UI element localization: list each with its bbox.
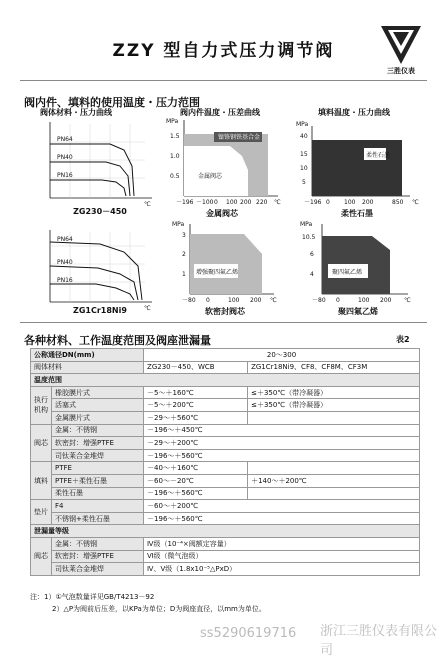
svg-text:MPa: MPa: [300, 221, 313, 228]
svg-text:－196: －196: [304, 199, 322, 206]
svg-text:2: 2: [182, 251, 186, 258]
c3-region-metal: 金属阀芯: [198, 173, 223, 180]
svg-text:聚四氟乙烯: 聚四氟乙烯: [332, 269, 363, 276]
svg-text:－80: －80: [182, 297, 196, 304]
svg-text:40: 40: [300, 133, 308, 140]
svg-text:℃: ℃: [412, 199, 419, 206]
chart2-caption: ZG1Cr18Ni9: [73, 306, 127, 315]
svg-text:850: 850: [392, 199, 404, 206]
c1-label-pn64: PN64: [57, 136, 73, 143]
chart-packing-graphite: [292, 118, 422, 208]
chart3-caption: 金属阀芯: [206, 209, 238, 218]
chart5-title: 填料温度・压力曲线: [318, 108, 390, 117]
svg-text:10: 10: [300, 165, 308, 172]
table-label: 表2: [396, 335, 410, 344]
note-1: 注：1）①气泡数量详见GB/T4213－92: [30, 593, 155, 601]
svg-text:－80: －80: [312, 297, 326, 304]
svg-text:增强聚四氟乙烯: 增强聚四氟乙烯: [196, 269, 239, 276]
c1-label-pn40: PN40: [57, 154, 73, 161]
svg-text:1.5: 1.5: [170, 133, 180, 140]
svg-text:5: 5: [302, 179, 306, 186]
svg-text:PN16: PN16: [57, 277, 73, 284]
svg-text:10.5: 10.5: [302, 234, 316, 241]
svg-text:PN64: PN64: [57, 236, 73, 243]
chart4-caption: 软密封阀芯: [205, 307, 245, 316]
svg-text:0: 0: [206, 297, 210, 304]
company-logo: [376, 24, 426, 68]
c3-region-alloy: 镍铬钢铁基合金: [218, 134, 261, 141]
svg-text:100: 100: [226, 199, 238, 206]
svg-text:200: 200: [250, 297, 262, 304]
chart-valve-internal-metal: [162, 118, 282, 208]
svg-text:200: 200: [380, 297, 392, 304]
chart-ptfe: [298, 220, 418, 306]
svg-text:1.0: 1.0: [170, 153, 180, 160]
c1-label-pn16: PN16: [57, 172, 73, 179]
section-heading-materials: 各种材料、工作温度范围及阀座泄漏量: [24, 334, 211, 347]
leakage-header: 泄漏量等级: [31, 525, 420, 538]
svg-text:3: 3: [182, 232, 186, 239]
chart-soft-seal: [170, 220, 280, 306]
svg-text:15: 15: [300, 151, 308, 158]
svg-text:℃: ℃: [144, 305, 151, 312]
logo-caption: 三胜仪表: [387, 67, 415, 75]
c3-y-unit: MPa: [166, 118, 179, 125]
dn-value: 20～300: [144, 349, 420, 362]
svg-text:PN40: PN40: [57, 259, 73, 266]
watermark: 浙江三胜仪表有限公司: [320, 624, 438, 658]
temp-range-header: 温度范围: [31, 374, 420, 387]
svg-text:220: 220: [256, 199, 268, 206]
svg-text:0.5: 0.5: [170, 173, 180, 180]
chart1-caption: ZG230－450: [73, 207, 127, 216]
svg-text:200: 200: [240, 199, 252, 206]
chart5-caption: 柔性石墨: [341, 209, 373, 218]
svg-text:℃: ℃: [274, 199, 281, 206]
svg-text:－100: －100: [196, 199, 214, 206]
svg-text:4: 4: [310, 271, 314, 278]
mid-divider: [20, 322, 427, 323]
svg-text:－196: －196: [176, 199, 194, 206]
svg-text:1: 1: [182, 271, 186, 278]
c1-x-unit: ℃: [144, 201, 151, 206]
svg-text:100: 100: [228, 297, 240, 304]
watermark-2: ss5290619716: [200, 626, 297, 641]
svg-text:MPa: MPa: [172, 221, 185, 228]
c5-y-unit: MPa: [296, 121, 309, 128]
svg-text:0: 0: [336, 297, 340, 304]
c5-region: 柔性石墨: [366, 152, 391, 159]
chart3-title: 阀内件温度・压差曲线: [180, 108, 260, 117]
svg-text:℃: ℃: [404, 297, 411, 304]
chart-body-material-zg1cr18ni9: [40, 226, 160, 312]
materials-table: 公称通径DN(mm) 20～300 阀体材料 ZG230－450、WCB ZG1Cr18Ni9、CF8、CF8M、CF3M 温度范围 执行机构 橡胶膜片式 －5～＋160℃ ≤＋350℃（带冷凝器） 活塞式 －5～＋200℃ ≤＋350℃（带冷凝器） 金属膜片式 －29～＋560℃ 阀芯 金属：不锈钢 －196～＋450℃ 软密封：增强PTFE －29～＋200℃ 司钛莱合金堆焊 －196～＋560℃ 填料 PTFE －40～＋160℃ PTFE＋柔性石墨 －60～－20℃ ＋140～＋200℃ 柔性石墨 －196～＋560℃ 垫片 F4 －60～＋200℃ 不锈钢+柔性石墨 －196～＋560℃ 泄漏量等级 阀芯 金属：不锈钢 Ⅳ级（10⁻⁴×阀额定容量） 软密封：增强PTFE Ⅵ级（微气泡级） 司钛莱合金堆焊 Ⅳ、Ⅴ级（1.8x10⁻⁵△PxD）: [30, 348, 420, 576]
svg-text:0: 0: [214, 199, 218, 206]
note-2: 2）△P为阀前后压差，以KPa为单位；D为阀座直径，以mm为单位。: [52, 605, 266, 613]
svg-text:6: 6: [310, 251, 314, 258]
svg-text:200: 200: [362, 199, 374, 206]
dn-label: 公称通径DN(mm): [31, 349, 144, 362]
svg-text:100: 100: [358, 297, 370, 304]
svg-text:0: 0: [326, 199, 330, 206]
section-heading-ranges: 阀内件、填料的使用温度・压力范围: [24, 96, 200, 109]
chart6-caption: 聚四氟乙烯: [338, 307, 378, 316]
page-title: ZZY 型自力式压力调节阀: [112, 41, 335, 61]
header-divider: [20, 80, 427, 81]
svg-text:100: 100: [344, 199, 356, 206]
chart-body-material-zg230: [40, 118, 160, 206]
chart1-title: 阀体材料・压力曲线: [40, 108, 112, 117]
svg-text:℃: ℃: [270, 297, 277, 304]
